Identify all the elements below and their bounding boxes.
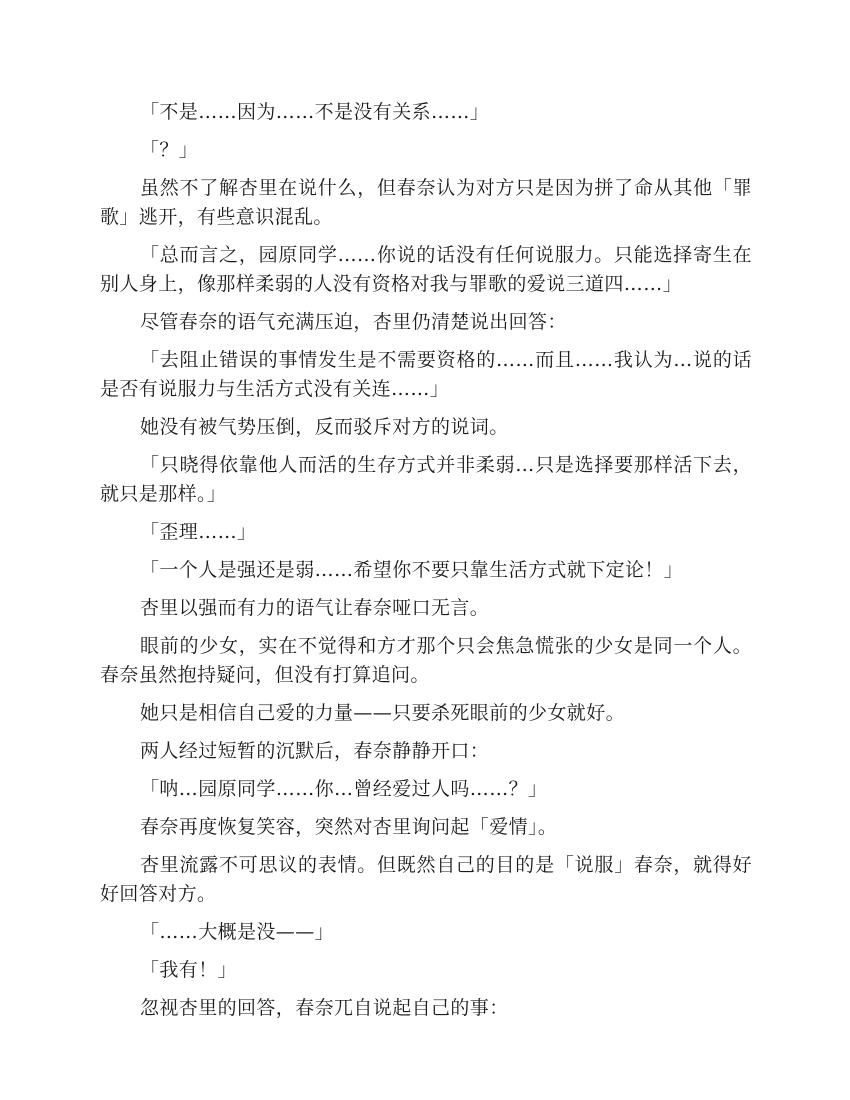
paragraph: 杏里以强而有力的语气让春奈哑口无言。 [140, 597, 490, 619]
body-text [100, 98, 752, 1032]
paragraph: 「……大概是没——」 [140, 921, 335, 943]
paragraph: 杏里流露不可思议的表情。但既然自己的目的是「说服」春奈，就得好好回答对方。 [100, 854, 752, 905]
paragraph: 两人经过短暂的沉默后，春奈静静开口： [140, 740, 490, 762]
paragraph: 她只是相信自己爱的力量——只要杀死眼前的少女就好。 [140, 702, 626, 724]
paragraph: 眼前的少女，实在不觉得和方才那个只会焦急慌张的少女是同一个人。春奈虽然抱持疑问，但没有打算追问。 [100, 635, 752, 686]
paragraph: 「去阻止错误的事情发生是不需要资格的……而且……我认为…说的话是否有说服力与生活方式没有关连……」 [100, 349, 752, 400]
paragraph: 「只晓得依靠他人而活的生存方式并非柔弱…只是选择要那样活下去，就只是那样。」 [100, 454, 752, 505]
paragraph: 春奈再度恢复笑容，突然对杏里询问起「爱情」。 [140, 816, 558, 838]
paragraph: 她没有被气势压倒，反而驳斥对方的说词。 [140, 416, 509, 438]
paragraph: 「我有！」 [140, 959, 238, 981]
paragraph: 「？」 [140, 139, 199, 161]
paragraph: 「歪理……」 [140, 521, 257, 543]
paragraph: 「不是……因为……不是没有关系……」 [140, 101, 490, 123]
paragraph: 尽管春奈的语气充满压迫，杏里仍清楚说出回答： [140, 311, 567, 333]
paragraph: 虽然不了解杏里在说什么，但春奈认为对方只是因为拼了命从其他「罪歌」逃开，有些意识混乱。 [100, 177, 752, 228]
paragraph: 「总而言之，园原同学……你说的话没有任何说服力。只能选择寄生在别人身上，像那样柔弱的人没有资格对我与罪歌的爱说三道四……」 [100, 244, 752, 295]
paragraph: 忽视杏里的回答，春奈兀自说起自己的事： [140, 997, 509, 1019]
paragraph: 「呐…园原同学……你…曾经爱过人吗……？」 [140, 778, 548, 800]
paragraph: 「一个人是强还是弱……希望你不要只靠生活方式就下定论！」 [140, 559, 684, 581]
